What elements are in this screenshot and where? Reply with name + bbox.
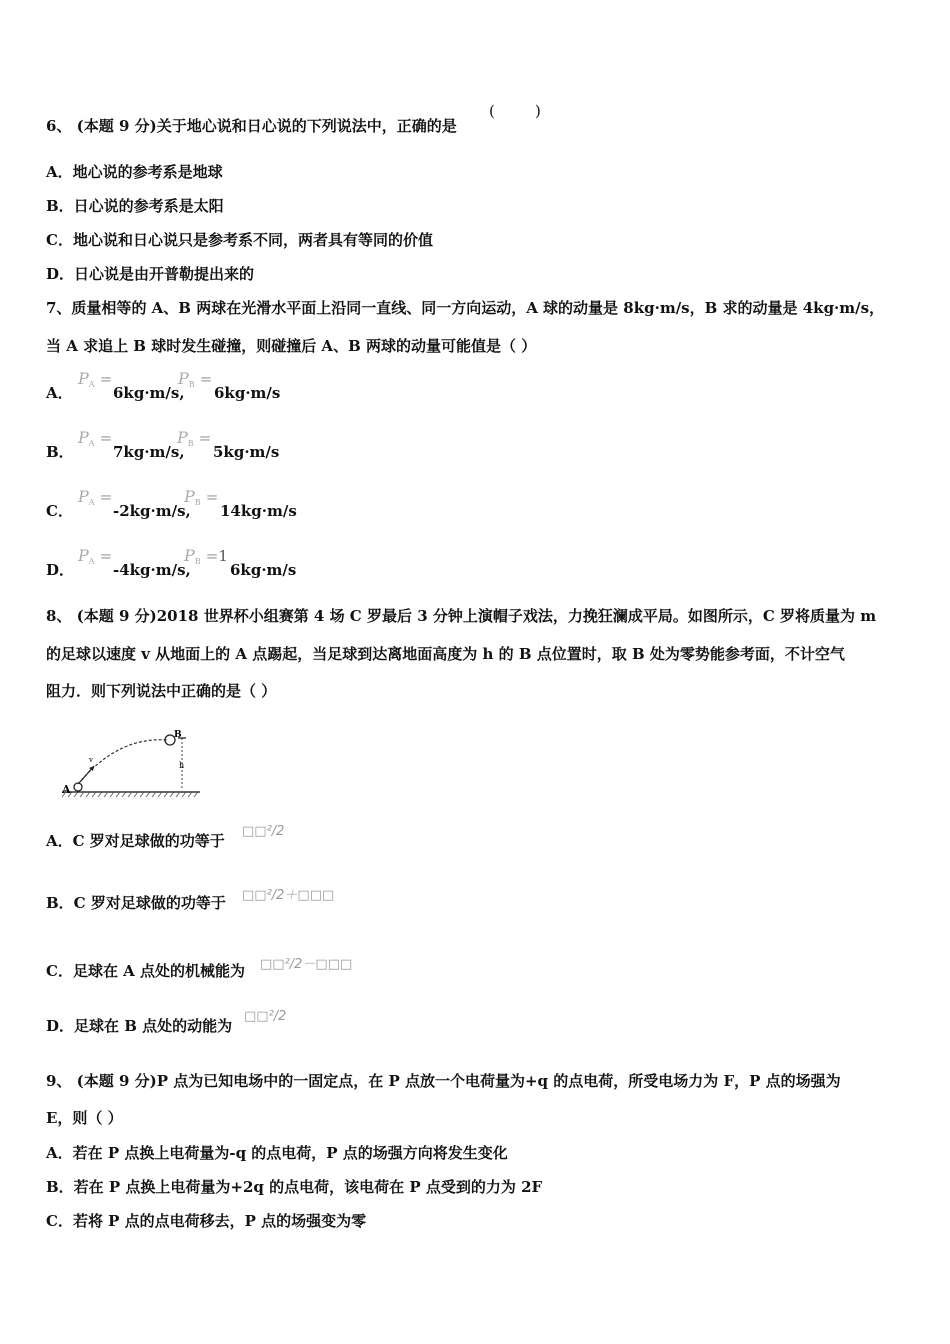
q8-trajectory-figure (58, 726, 204, 800)
q8-option-d: D．足球在 B 点处的动能为 (46, 1017, 233, 1035)
q8-label-a: A (62, 783, 71, 796)
q9-line2: E，则（ ） (46, 1109, 123, 1127)
q7-option-d-pa-symbol: $P_A$ = (78, 546, 113, 566)
q7-option-c-pa-symbol: $P_A$ = (78, 487, 113, 507)
q8-option-a: A．C 罗对足球做的功等于 (46, 832, 225, 850)
q7-option-b-pa-symbol: $P_A$ = (78, 428, 113, 448)
q7-option-a-pa-value: 6kg·m/s, (113, 384, 185, 402)
q9-option-a: A．若在 P 点换上电荷量为-q 的点电荷，P 点的场强方向将发生变化 (46, 1144, 508, 1162)
q8-label-b: B (174, 730, 182, 740)
q8-line2: 的足球以速度 v 从地面上的 A 点踢起，当足球到达离地面高度为 h 的 B 点位置时，取 B 处为零势能参考面，不计空气 (46, 645, 845, 663)
q7-option-b-label: B． (46, 443, 74, 461)
q6-option-c: C．地心说和日心说只是参考系不同，两者具有等同的价值 (46, 231, 433, 249)
q8-option-d-formula: □□²/2 (244, 1009, 287, 1024)
q8-label-h: h (179, 761, 185, 770)
q7-option-d-pb-symbol: $P_B =1$ (184, 546, 228, 566)
q7-option-c-pa-value: -2kg·m/s, (113, 502, 191, 520)
q8-option-b-formula: □□²/2＋□□□ (242, 888, 335, 903)
q7-line2: 当 A 求追上 B 球时发生碰撞，则碰撞后 A、B 两球的动量可能值是（ ） (46, 337, 537, 355)
q6-option-b: B．日心说的参考系是太阳 (46, 197, 224, 215)
q6-paren-open: ( (489, 102, 495, 120)
q8-option-c: C．足球在 A 点处的机械能为 (46, 962, 246, 980)
q6-paren-close: ) (535, 102, 541, 120)
q7-option-c-pb-value: 14kg·m/s (220, 502, 297, 520)
q7-option-a-pa-symbol: $P_A$ = (78, 369, 113, 389)
q7-option-d-pb-value: 6kg·m/s (230, 561, 297, 579)
q8-ball-a (74, 783, 82, 791)
q8-option-b: B．C 罗对足球做的功等于 (46, 894, 226, 912)
q7-option-d-label: D． (46, 561, 75, 579)
q7-option-c-label: C． (46, 502, 73, 520)
q7-line1: 7、质量相等的 A、B 两球在光滑水平面上沿同一直线、同一方向运动，A 球的动量是 8kg·m/s，B 求的动量是 4kg·m/s， (46, 299, 885, 317)
q7-option-a-pb-symbol: $P_B$ = (178, 369, 213, 389)
q9-option-b: B．若在 P 点换上电荷量为+2q 的点电荷，该电荷在 P 点受到的力为 2F (46, 1178, 543, 1196)
q7-option-b-pa-value: 7kg·m/s, (113, 443, 185, 461)
q7-option-a-label: A． (46, 384, 73, 402)
q6-option-d: D．日心说是由开普勒提出来的 (46, 265, 255, 283)
q7-option-d-pa-value: -4kg·m/s, (113, 561, 191, 579)
q9-option-c: C．若将 P 点的点电荷移去，P 点的场强变为零 (46, 1212, 367, 1230)
q6-option-a: A．地心说的参考系是地球 (46, 163, 223, 181)
q9-line1: 9、 (本题 9 分)P 点为已知电场中的一固定点，在 P 点放一个电荷量为+q 的点电荷，所受电场力为 F，P 点的场强为 (46, 1072, 841, 1090)
q8-option-c-formula: □□²/2－□□□ (260, 957, 353, 972)
q8-option-a-formula: □□²/2 (242, 824, 285, 839)
q8-line1: 8、 (本题 9 分)2018 世界杯小组赛第 4 场 C 罗最后 3 分钟上演帽子戏法，力挽狂澜成平局。如图所示，C 罗将质量为 m (46, 607, 877, 625)
q7-option-b-pb-value: 5kg·m/s (213, 443, 280, 461)
q7-option-b-pb-symbol: $P_B$ = (177, 428, 212, 448)
q8-label-v: v (89, 756, 93, 764)
q6-stem: 6、 (本题 9 分)关于地心说和日心说的下列说法中，正确的是 (46, 117, 457, 135)
q7-option-c-pb-symbol: $P_B$ = (184, 487, 219, 507)
q7-option-a-pb-value: 6kg·m/s (214, 384, 281, 402)
q8-line3: 阻力．则下列说法中正确的是（ ） (46, 682, 277, 700)
